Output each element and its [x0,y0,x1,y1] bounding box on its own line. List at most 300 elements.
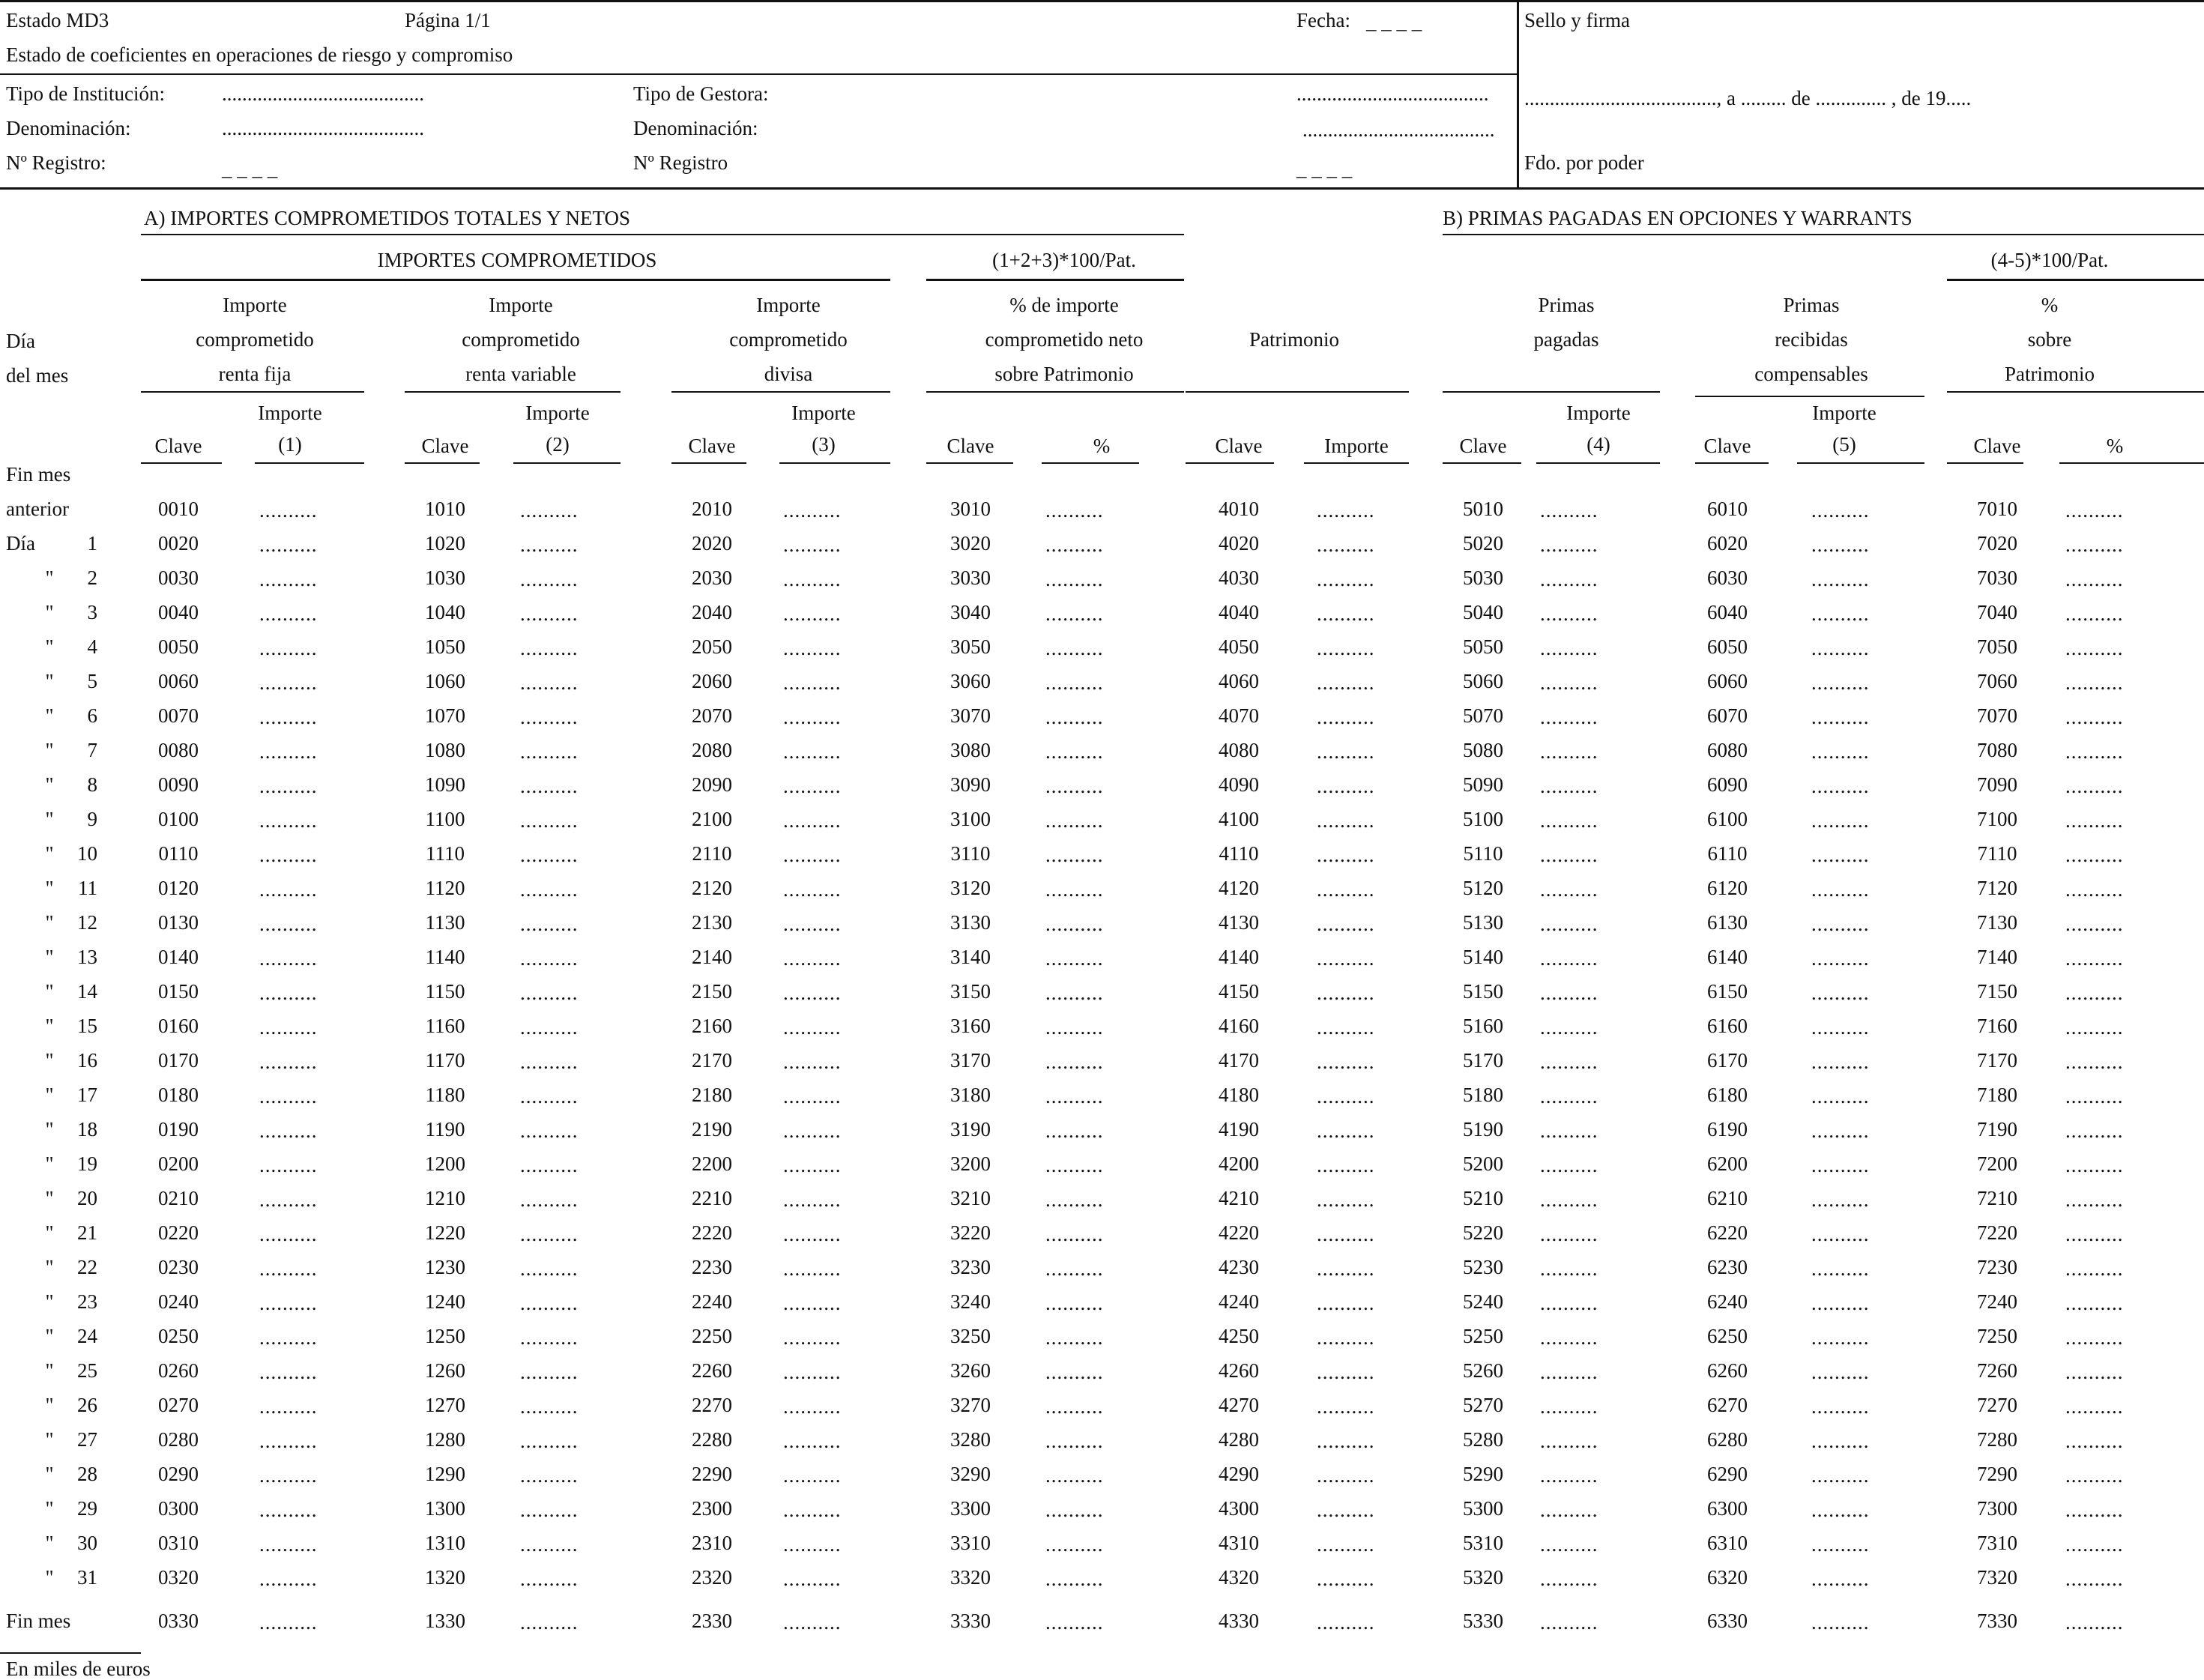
importe-field[interactable]: .......... [1317,1085,1375,1108]
importe-field[interactable]: .......... [1540,1188,1598,1211]
importe-field[interactable]: .......... [1045,637,1104,659]
importe-field[interactable]: .......... [259,1499,318,1521]
clave-code: 5110 [1463,842,1503,865]
importe-field[interactable]: .......... [1811,740,1870,763]
clave-code: 4260 [1219,1359,1259,1382]
importe-field[interactable]: .......... [2065,534,2124,556]
importe-field[interactable]: .......... [1540,809,1598,832]
importe-field[interactable]: .......... [783,1016,842,1039]
clave-code: 7060 [1977,670,2017,692]
importe-field[interactable]: .......... [520,1085,579,1108]
importe-field[interactable]: .......... [783,1430,842,1452]
clave-code: 3120 [950,877,991,899]
importe-field[interactable]: .......... [2065,499,2124,522]
importe-field[interactable]: .......... [2065,1499,2124,1521]
clave-code: 6260 [1707,1359,1748,1382]
importe-field[interactable]: .......... [1540,1611,1598,1634]
importe-field[interactable]: .......... [1317,982,1375,1004]
importe-field[interactable]: .......... [1045,1154,1104,1176]
importe-field[interactable]: .......... [259,1051,318,1073]
clave-code: 1150 [425,980,465,1003]
importe-field[interactable]: .......... [1317,1051,1375,1073]
importe-field[interactable]: .......... [783,1120,842,1142]
importe-field[interactable]: .......... [1317,947,1375,970]
lugar-fecha-field[interactable]: ......................................, a ......... de .............. , de 19..... [1524,87,1972,109]
importe-field[interactable]: .......... [1540,947,1598,970]
importe-field[interactable]: .......... [520,1499,579,1521]
clave-code: 4090 [1219,773,1259,796]
importe-field[interactable]: .......... [783,1533,842,1556]
importe-field[interactable]: .......... [259,982,318,1004]
importe-field[interactable]: .......... [1317,671,1375,694]
importe-field[interactable]: .......... [1045,1395,1104,1418]
importe-field[interactable]: .......... [1045,775,1104,797]
importe-field[interactable]: .......... [1317,1188,1375,1211]
importe-field[interactable]: .......... [1811,947,1870,970]
importe-field[interactable]: .......... [1540,1499,1598,1521]
importe-field[interactable]: .......... [520,671,579,694]
importe-field[interactable]: .......... [783,1188,842,1211]
importe-field[interactable]: .......... [1045,499,1104,522]
importe-field[interactable]: .......... [1811,499,1870,522]
importe-field[interactable]: .......... [1540,1292,1598,1314]
importe-field[interactable]: .......... [783,947,842,970]
importe-field[interactable]: .......... [2065,637,2124,659]
importe-field[interactable]: .......... [259,1085,318,1108]
importe-field[interactable]: .......... [2065,740,2124,763]
importe-field[interactable]: .......... [1317,809,1375,832]
importe-field[interactable]: .......... [520,947,579,970]
denominacion-gestora-field[interactable]: ...................................... [1302,118,1495,141]
importe-field[interactable]: .......... [520,1188,579,1211]
importe-field[interactable]: .......... [2065,913,2124,935]
importe-field[interactable]: .......... [520,1051,579,1073]
importe-field[interactable]: .......... [783,499,842,522]
importe-field[interactable]: .......... [1317,1533,1375,1556]
fecha-field[interactable]: _ _ _ _ [1366,10,1422,33]
importe-field[interactable]: .......... [1045,1257,1104,1280]
importe-field[interactable]: .......... [1317,1611,1375,1634]
importe-field[interactable]: .......... [1045,1464,1104,1487]
importe-field[interactable]: .......... [1045,671,1104,694]
importe-field[interactable]: .......... [259,499,318,522]
importe-field[interactable]: .......... [1045,1051,1104,1073]
importe-field[interactable]: .......... [259,568,318,590]
importe-field[interactable]: .......... [259,878,318,901]
importe-field[interactable]: .......... [520,1361,579,1383]
fecha-label: Fecha: [1296,9,1350,31]
importe-field[interactable]: .......... [1540,1568,1598,1590]
importe-field[interactable]: .......... [1811,1326,1870,1349]
importe-field[interactable]: .......... [1317,1464,1375,1487]
importe-field[interactable]: .......... [783,1292,842,1314]
importe-field[interactable]: .......... [520,1430,579,1452]
importe-field[interactable]: .......... [1540,1154,1598,1176]
importe-field[interactable]: .......... [1317,1223,1375,1245]
importe-field[interactable]: .......... [1045,1499,1104,1521]
importe-field[interactable]: .......... [259,1533,318,1556]
importe-field[interactable]: .......... [259,1430,318,1452]
importe-field[interactable]: .......... [1045,1188,1104,1211]
importe-field[interactable]: .......... [2065,1568,2124,1590]
clave-code: 6250 [1707,1325,1748,1347]
importe-field[interactable]: .......... [1811,878,1870,901]
importe-field[interactable]: .......... [2065,1051,2124,1073]
importe-field[interactable]: .......... [2065,947,2124,970]
importe-field[interactable]: .......... [520,878,579,901]
importe-field[interactable]: .......... [1811,982,1870,1004]
importe-field[interactable]: .......... [1811,1154,1870,1176]
importe-field[interactable]: .......... [1540,671,1598,694]
importe-field[interactable]: .......... [783,982,842,1004]
importe-field[interactable]: .......... [1811,775,1870,797]
importe-field[interactable]: .......... [1317,1154,1375,1176]
importe-field[interactable]: .......... [1045,740,1104,763]
importe-field[interactable]: .......... [1811,1533,1870,1556]
importe-field[interactable]: .......... [520,809,579,832]
importe-field[interactable]: .......... [1045,1568,1104,1590]
importe-field[interactable]: .......... [259,947,318,970]
importe-field[interactable]: .......... [520,1326,579,1349]
registro-gestora-field[interactable]: _ _ _ _ [1296,157,1353,180]
importe-field[interactable]: .......... [1317,878,1375,901]
importe-field[interactable]: .......... [520,602,579,625]
importe-field[interactable]: .......... [2065,878,2124,901]
importe-field[interactable]: .......... [783,1611,842,1634]
importe-field[interactable]: .......... [520,534,579,556]
importe-field[interactable]: .......... [1811,1611,1870,1634]
importe-field[interactable]: .......... [520,1257,579,1280]
importe-field[interactable]: .......... [2065,671,2124,694]
importe-field[interactable]: .......... [1811,1292,1870,1314]
importe-field[interactable]: .......... [259,844,318,866]
importe-field[interactable]: .......... [259,775,318,797]
clave-code: 2130 [692,911,732,934]
importe-field[interactable]: .......... [2065,1120,2124,1142]
importe-field[interactable]: .......... [520,1568,579,1590]
importe-field[interactable]: .......... [520,499,579,522]
importe-number: (4) [1586,433,1610,456]
importe-field[interactable]: .......... [259,809,318,832]
importe-field[interactable]: .......... [1540,637,1598,659]
importe-field[interactable]: .......... [259,1292,318,1314]
clave-code: 2120 [692,877,732,899]
importe-field[interactable]: .......... [783,602,842,625]
clave-code: 2250 [692,1325,732,1347]
importe-field[interactable]: .......... [783,1051,842,1073]
importe-field[interactable]: .......... [1045,809,1104,832]
importe-field[interactable]: .......... [1540,499,1598,522]
importe-field[interactable]: .......... [1811,534,1870,556]
importe-field[interactable]: .......... [1540,1533,1598,1556]
importe-field[interactable]: .......... [520,1533,579,1556]
importe-field[interactable]: .......... [1317,499,1375,522]
importe-field[interactable]: .......... [1811,1464,1870,1487]
importe-field[interactable]: .......... [520,1223,579,1245]
importe-field[interactable]: .......... [520,1016,579,1039]
sub-header-rule [1443,462,1521,464]
importe-field[interactable]: .......... [2065,775,2124,797]
importe-field[interactable]: .......... [2065,1016,2124,1039]
importe-field[interactable]: .......... [2065,1326,2124,1349]
importe-field[interactable]: .......... [1540,1395,1598,1418]
importe-field[interactable]: .......... [1317,844,1375,866]
importe-field[interactable]: .......... [1811,913,1870,935]
importe-field[interactable]: .......... [1317,1120,1375,1142]
importe-field[interactable]: .......... [1540,706,1598,728]
importe-field[interactable]: .......... [259,671,318,694]
importe-field[interactable]: .......... [1540,1051,1598,1073]
importe-field[interactable]: .......... [783,878,842,901]
importe-field[interactable]: .......... [520,568,579,590]
importe-field[interactable]: .......... [520,1120,579,1142]
importe-field[interactable]: .......... [1317,534,1375,556]
importe-field[interactable]: .......... [1317,1292,1375,1314]
importe-field[interactable]: .......... [2065,1292,2124,1314]
importe-field[interactable]: .......... [1317,568,1375,590]
importe-field[interactable]: .......... [259,1016,318,1039]
importe-field[interactable]: .......... [1045,602,1104,625]
importe-field[interactable]: .......... [1045,1326,1104,1349]
importe-field[interactable]: .......... [1045,913,1104,935]
importe-field[interactable]: .......... [1045,568,1104,590]
importe-field[interactable]: .......... [2065,1464,2124,1487]
importe-field[interactable]: .......... [1811,706,1870,728]
importe-field[interactable]: .......... [1811,844,1870,866]
importe-field[interactable]: .......... [1540,740,1598,763]
importe-field[interactable]: .......... [783,844,842,866]
importe-field[interactable]: .......... [259,1464,318,1487]
importe-field[interactable]: .......... [783,1223,842,1245]
clave-code: 0310 [158,1532,199,1554]
importe-field[interactable]: .......... [520,1154,579,1176]
importe-field[interactable]: .......... [783,1395,842,1418]
registro-field[interactable]: _ _ _ _ [222,157,278,180]
importe-field[interactable]: .......... [1045,1223,1104,1245]
importe-field[interactable]: .......... [1540,1326,1598,1349]
importe-field[interactable]: .......... [259,602,318,625]
importe-field[interactable]: .......... [1811,1499,1870,1521]
importe-field[interactable]: .......... [1317,1361,1375,1383]
importe-field[interactable]: .......... [1811,671,1870,694]
importe-field[interactable]: .......... [259,1568,318,1590]
importe-field[interactable]: .......... [259,1120,318,1142]
importe-field[interactable]: .......... [1045,844,1104,866]
importe-field[interactable]: .......... [783,1568,842,1590]
importe-field[interactable]: .......... [259,1395,318,1418]
importe-field[interactable]: .......... [2065,809,2124,832]
importe-field[interactable]: .......... [1540,878,1598,901]
importe-field[interactable]: .......... [1540,1120,1598,1142]
importe-field[interactable]: .......... [2065,1223,2124,1245]
day-number: 20 [77,1187,97,1209]
importe-field[interactable]: .......... [259,706,318,728]
importe-field[interactable]: .......... [1540,775,1598,797]
importe-number: (2) [546,433,570,456]
importe-field[interactable]: .......... [2065,1611,2124,1634]
importe-field[interactable]: .......... [1045,1430,1104,1452]
importe-field[interactable]: .......... [1811,1188,1870,1211]
importe-field[interactable]: .......... [2065,1154,2124,1176]
importe-field[interactable]: .......... [1045,534,1104,556]
importe-field[interactable]: .......... [1317,1016,1375,1039]
importe-field[interactable]: .......... [1045,1533,1104,1556]
importe-field[interactable]: .......... [2065,1188,2124,1211]
importe-field[interactable]: .......... [2065,1430,2124,1452]
importe-field[interactable]: .......... [1540,1257,1598,1280]
importe-field[interactable]: .......... [1540,534,1598,556]
importe-field[interactable]: .......... [1317,1257,1375,1280]
importe-field[interactable]: .......... [2065,1361,2124,1383]
importe-field[interactable]: .......... [1811,809,1870,832]
importe-field[interactable]: .......... [1540,844,1598,866]
importe-field[interactable]: .......... [1317,1395,1375,1418]
importe-field[interactable]: .......... [1045,1085,1104,1108]
importe-field[interactable]: .......... [1317,1568,1375,1590]
importe-field[interactable]: .......... [1811,1361,1870,1383]
clave-code: 3190 [950,1118,991,1140]
denominacion-field[interactable]: ........................................ [222,117,424,139]
importe-field[interactable]: .......... [520,844,579,866]
importe-field[interactable]: .......... [520,775,579,797]
importe-field[interactable]: .......... [259,1611,318,1634]
importe-field[interactable]: .......... [1317,1326,1375,1349]
importe-field[interactable]: .......... [1811,1568,1870,1590]
importe-field[interactable]: .......... [783,1499,842,1521]
importe-field[interactable]: .......... [1317,706,1375,728]
importe-field[interactable]: .......... [783,740,842,763]
importe-field[interactable]: .......... [259,740,318,763]
importe-field[interactable]: .......... [1811,637,1870,659]
importe-field[interactable]: .......... [1540,1464,1598,1487]
clave-code: 4250 [1219,1325,1259,1347]
importe-field[interactable]: .......... [1317,1430,1375,1452]
importe-field[interactable]: .......... [1045,1361,1104,1383]
importe-field[interactable]: .......... [520,1395,579,1418]
importe-field[interactable]: .......... [1811,1223,1870,1245]
importe-field[interactable]: .......... [783,671,842,694]
importe-field[interactable]: .......... [259,637,318,659]
importe-field[interactable]: .......... [1811,1120,1870,1142]
importe-field[interactable]: .......... [1540,1361,1598,1383]
importe-field[interactable]: .......... [520,740,579,763]
importe-field[interactable]: .......... [1045,982,1104,1004]
clave-code: 2330 [692,1610,732,1632]
importe-field[interactable]: .......... [1811,1395,1870,1418]
importe-field[interactable]: .......... [520,706,579,728]
importe-field[interactable]: .......... [1317,602,1375,625]
importe-field[interactable]: .......... [259,1326,318,1349]
importe-field[interactable]: .......... [1045,1120,1104,1142]
importe-field[interactable]: .......... [259,1361,318,1383]
importe-field[interactable]: .......... [2065,602,2124,625]
importe-field[interactable]: .......... [1811,1257,1870,1280]
importe-field[interactable]: .......... [1540,982,1598,1004]
importe-field[interactable]: .......... [259,1257,318,1280]
importe-field[interactable]: .......... [1811,1085,1870,1108]
importe-field[interactable]: .......... [1540,1085,1598,1108]
importe-field[interactable]: .......... [2065,1533,2124,1556]
importe-field[interactable]: .......... [783,534,842,556]
importe-field[interactable]: .......... [1540,913,1598,935]
importe-field[interactable]: .......... [259,534,318,556]
importe-field[interactable]: .......... [520,982,579,1004]
importe-field[interactable]: .......... [2065,844,2124,866]
importe-field[interactable]: .......... [1811,568,1870,590]
importe-field[interactable]: .......... [520,1611,579,1634]
clave-header: Clave [1703,435,1751,457]
clave-code: 2260 [692,1359,732,1382]
formula-1-rule [926,279,1184,281]
importe-field[interactable]: .......... [1811,1051,1870,1073]
importe-field[interactable]: .......... [2065,1085,2124,1108]
importe-field[interactable]: .......... [783,1326,842,1349]
importe-field[interactable]: .......... [1045,947,1104,970]
importe-field[interactable]: .......... [259,1223,318,1245]
clave-code: 0170 [158,1049,199,1072]
importe-field[interactable]: .......... [259,1154,318,1176]
importe-field[interactable]: .......... [783,1361,842,1383]
tipo-institucion-field[interactable]: ........................................ [222,82,424,105]
importe-field[interactable]: .......... [1045,1611,1104,1634]
importe-field[interactable]: .......... [2065,568,2124,590]
importe-field[interactable]: .......... [783,1085,842,1108]
clave-code: 5140 [1463,946,1503,968]
importe-field[interactable]: .......... [1540,1430,1598,1452]
tipo-gestora-field[interactable]: ...................................... [1296,82,1489,105]
importe-field[interactable]: .......... [2065,706,2124,728]
importe-field[interactable]: .......... [1540,1016,1598,1039]
importe-field[interactable]: .......... [783,637,842,659]
importe-field[interactable]: .......... [2065,1257,2124,1280]
importe-field[interactable]: .......... [1317,775,1375,797]
importe-field[interactable]: .......... [520,913,579,935]
importe-field[interactable]: .......... [1317,740,1375,763]
importe-field[interactable]: .......... [1317,1499,1375,1521]
importe-field[interactable]: .......... [783,1154,842,1176]
importe-field[interactable]: .......... [1811,1430,1870,1452]
importe-field[interactable]: .......... [1317,637,1375,659]
importe-field[interactable]: .......... [1317,913,1375,935]
importe-field[interactable]: .......... [259,1188,318,1211]
importe-field[interactable]: .......... [1540,602,1598,625]
importe-field[interactable]: .......... [783,913,842,935]
importe-field[interactable]: .......... [520,1464,579,1487]
importe-field[interactable]: .......... [783,568,842,590]
importe-field[interactable]: .......... [259,913,318,935]
importe-field[interactable]: .......... [1811,602,1870,625]
section-a-title: A) IMPORTES COMPROMETIDOS TOTALES Y NETOS [144,207,631,229]
importe-field[interactable]: .......... [2065,1395,2124,1418]
importe-field[interactable]: .......... [1045,1016,1104,1039]
importe-field[interactable]: .......... [783,1464,842,1487]
importe-field[interactable]: .......... [520,637,579,659]
importe-field[interactable]: .......... [783,809,842,832]
importe-field[interactable]: .......... [1540,568,1598,590]
importe-field[interactable]: .......... [783,1257,842,1280]
importe-field[interactable]: .......... [783,775,842,797]
importe-field[interactable]: .......... [783,706,842,728]
importe-field[interactable]: .......... [1045,878,1104,901]
importe-field[interactable]: .......... [1045,1292,1104,1314]
importe-field[interactable]: .......... [1811,1016,1870,1039]
importe-field[interactable]: .......... [2065,982,2124,1004]
clave-code: 4040 [1219,601,1259,623]
importe-field[interactable]: .......... [520,1292,579,1314]
importe-field[interactable]: .......... [1045,706,1104,728]
clave-code: 4240 [1219,1290,1259,1313]
importe-field[interactable]: .......... [1540,1223,1598,1245]
